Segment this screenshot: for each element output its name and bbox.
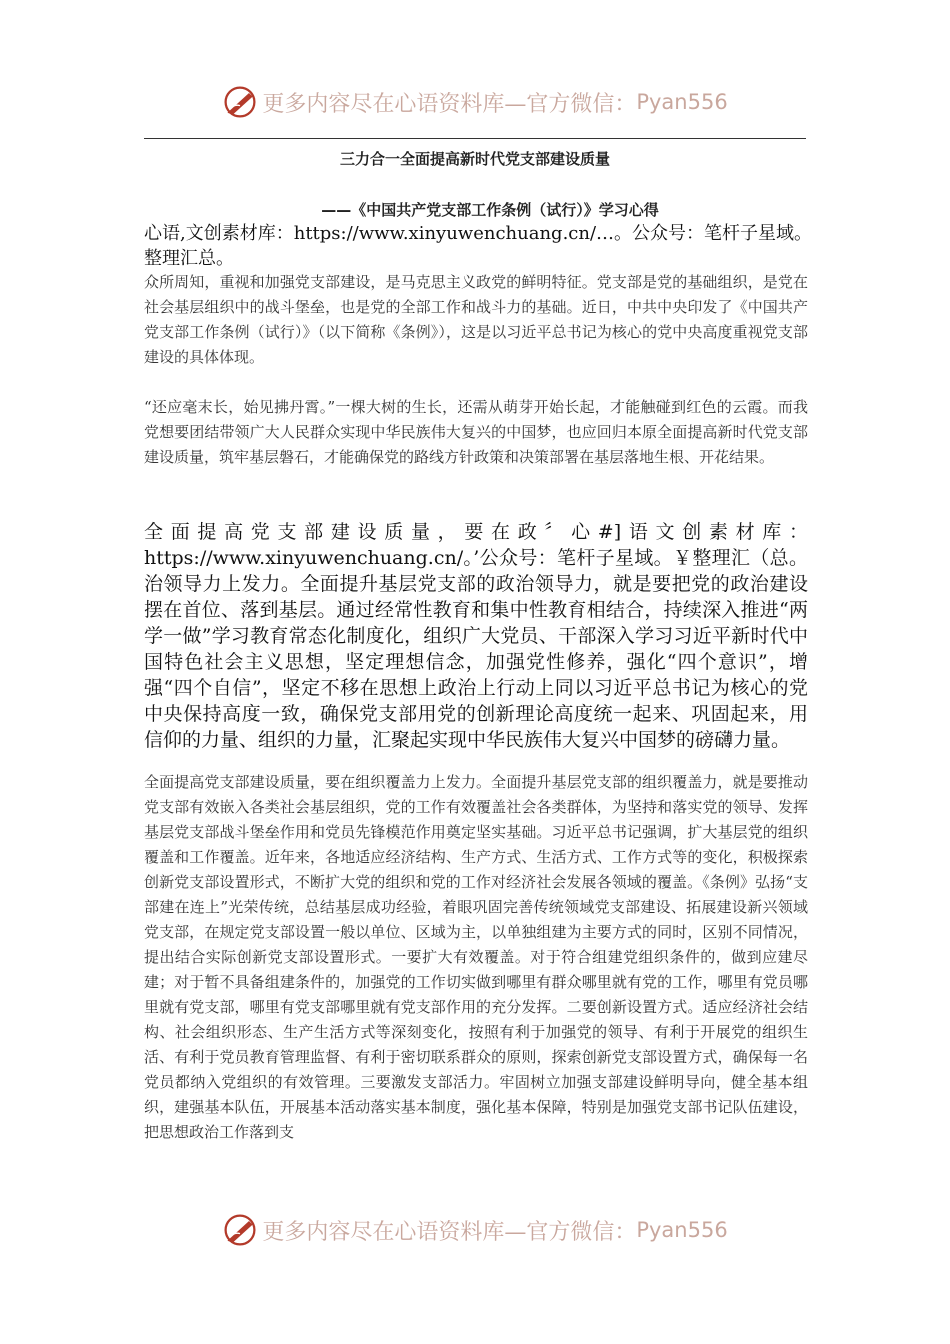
document-subtitle: ——《中国共产党支部工作条例（试行）》学习心得 — [321, 201, 659, 219]
banner-wechat-id: Pyan556 — [636, 90, 728, 114]
header-divider — [144, 138, 806, 139]
paragraph: “还应毫末长，始见拂丹霄。”一棵大树的生长，还需从萌芽开始长起，才能触碰到红色的云霞。而我党想要团结带领广大人民群众实现中华民族伟大复兴的中国梦，也应回归本原全面提高新时代党支部建设质量，筑牢基层磐石，才能确保党的路线方针政策和决策部署在基层落地生根、开花结果。 — [144, 398, 808, 466]
banner-text: 更多内容尽在心语资料库—官方微信： — [262, 91, 637, 117]
footer-banner — [0, 1208, 950, 1252]
pen-logo-icon — [222, 84, 258, 120]
paragraph: 全面提高党支部建设质量，要在组织覆盖力上发力。全面提升基层党支部的组织覆盖力，就是要推动党支部有效嵌入各类社会基层组织，党的工作有效覆盖社会各类群体，为坚持和落实党的领导、发挥基层党支部战斗堡垒作用和党员先锋模范作用奠定坚实基础。习近平总书记强调，扩大基层党的组织覆盖和工作覆盖。近年来，各地适应经济结构、生产方式、生活方式、工作方式等的变化，积极探索创新党支部设置形式，不断扩大党的组织和党的工作对经济社会发展各领域的覆盖。《条例》弘扬“支部建在连上”光荣传统，总结基层成功经验，着眼巩固完善传统领域党支部建设、拓展建设新兴领域党支部，在规定党支部设置一般以单位、区域为主，以单独组建为主要方式的同时，区别不同情况，提出结合实际创新党支部设置形式。一要扩大有效覆盖。对于符合组建党组织条件的，做到应建尽建；对于暂不具备组建条件的，加强党的工作切实做到哪里有群众哪里就有党的工作，哪里有党员哪里就有党支部，哪里有党支部哪里就有党支部作用的充分发挥。二要创新设置方式。适应经济社会结构、社会组织形态、生产生活方式等深刻变化，按照有利于加强党的领导、有利于开展党的组织生活、有利于党员教育管理监督、有利于密切联系群众的原则，探索创新党支部设置方式，确保每一名党员都纳入党组织的有效管理。三要激发支部活力。牢固树立加强支部建设鲜明导向，健全基本组织，建强基本队伍，开展基本活动落实基本制度，强化基本保障，特别是加强党支部书记队伍建设，把思想政治工作落到支 — [144, 773, 808, 1141]
banner-wechat-id: Pyan556 — [636, 1218, 728, 1242]
header-banner — [0, 80, 950, 124]
banner-text: 更多内容尽在心语资料库—官方微信： — [262, 1219, 637, 1245]
pen-logo-icon — [222, 1212, 258, 1248]
paragraph: 全面提高党支部建设质量，要在政〞心#]语文创素材库：https://www.xinyuwenchuang.cn/。’公众号：笔杆子星域。￥整理汇（总。治领导力上发力。全面提升基层党支部的政治领导力，就是要把党的政治建设摆在首位、落到基层。通过经常性教育和集中性教育相结合，持续深入推进“两学一做”学习教育常态化制度化，组织广大党员、干部深入学习习近平新时代中国特色社会主义思想，坚定理想信念，加强党性修养，强化“四个意识”，增强“四个自信”，坚定不移在思想上政治上行动上同以习近平总书记为核心的党中央保持高度一致，确保党支部用党的创新理论高度统一起来、巩固起来，用信仰的力量、组织的力量，汇聚起实现中华民族伟大复兴中国梦的磅礴力量。 — [144, 521, 808, 751]
source-note: 心语,文创素材库：https://www.xinyuwenchuang.cn/…。公众号：笔杆子星域。整理汇总。 — [144, 223, 813, 269]
document-title: 三力合一全面提高新时代党支部建设质量 — [339, 150, 610, 168]
paragraph: 众所周知，重视和加强党支部建设，是马克思主义政党的鲜明特征。党支部是党的基础组织，是党在社会基层组织中的战斗堡垒，也是党的全部工作和战斗力的基础。近日，中共中央印发了《中国共产党支部工作条例（试行）》（以下简称《条例》），这是以习近平总书记为核心的党中央高度重视党支部建设的具体体现。 — [144, 273, 808, 366]
